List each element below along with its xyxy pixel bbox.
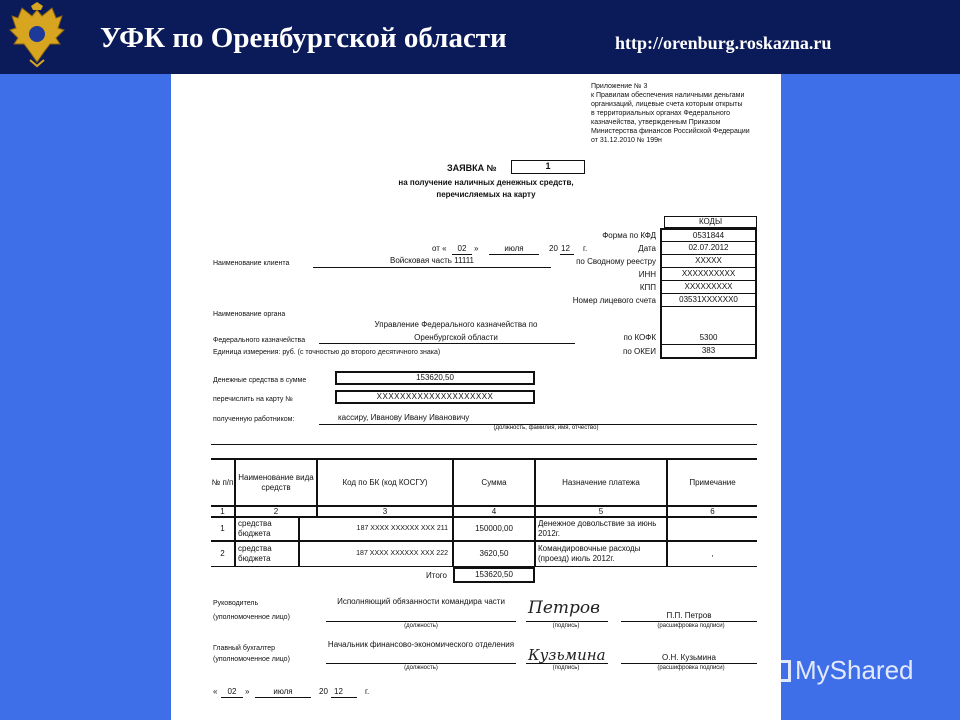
watermark-text: MyShared bbox=[795, 655, 914, 685]
sum-value: 153620,50 bbox=[335, 371, 535, 385]
organ-label: Наименование органа bbox=[213, 311, 286, 318]
double-headed-eagle-emblem-icon bbox=[8, 2, 66, 68]
card-label: перечислить на карту № bbox=[213, 396, 293, 403]
date-year-prefix: 20 bbox=[549, 244, 558, 253]
table-colnum: 4 bbox=[453, 506, 535, 517]
table-header-vid: Наименование вида средств bbox=[235, 460, 317, 506]
date-month: июля bbox=[504, 244, 524, 253]
signature-hint: (подпись) bbox=[552, 665, 580, 671]
kpp-label: КПП bbox=[639, 283, 656, 292]
table-row-kbk: 187 XXXX XXXXXX XXX 211 bbox=[299, 517, 453, 541]
accountant-label: Главный бухгалтер bbox=[213, 645, 275, 652]
okei-label: по ОКЕИ bbox=[623, 347, 656, 356]
table-row-purpose: Денежное довольствие за июнь 2012г. bbox=[535, 517, 667, 541]
signature-hint: (подпись) bbox=[552, 623, 580, 629]
codes-header: КОДЫ bbox=[664, 216, 757, 228]
table-header-purpose: Назначение платежа bbox=[535, 460, 667, 506]
kofk-label: по КОФК bbox=[623, 333, 656, 342]
table-row-sum: 150000,00 bbox=[453, 517, 535, 541]
name-hint: (расшифровка подписи) bbox=[657, 623, 725, 629]
kofk-value: 5300 bbox=[699, 333, 718, 342]
presentation-icon bbox=[765, 660, 791, 682]
table-colnum: 5 bbox=[535, 506, 667, 517]
forma-value: 0531844 bbox=[692, 231, 725, 240]
inn-value: XXXXXXXXXX bbox=[681, 269, 736, 278]
bottom-day: 02 bbox=[227, 687, 237, 696]
name-hint: (расшифровка подписи) bbox=[657, 665, 725, 671]
accountant-name: О.Н. Кузьмина bbox=[662, 653, 716, 662]
table-colnum: 6 bbox=[667, 506, 757, 517]
table-header-sum: Сумма bbox=[453, 460, 535, 506]
client-label: Наименование клиента bbox=[213, 260, 290, 267]
total-value: 153620,50 bbox=[453, 567, 535, 583]
table-colnum: 2 bbox=[235, 506, 317, 517]
table-header-kbk: Код по БК (код КОСГУ) bbox=[317, 460, 453, 506]
appendix-line: Министерства финансов Российской Федерации bbox=[591, 128, 750, 135]
table-row-vid: средства бюджета bbox=[235, 517, 299, 541]
table-row-kbk: 187 XXXX XXXXXX XXX 222 bbox=[299, 541, 453, 567]
bottom-year: 12 bbox=[334, 687, 343, 696]
bottom-month: июля bbox=[273, 687, 293, 696]
zayavka-label: ЗАЯВКА № bbox=[447, 163, 497, 173]
accountant-position: Начальник финансово-экономического отделения bbox=[327, 640, 515, 649]
document-page: Приложение № 3 к Правилам обеспечения наличными деньгами организаций, лицевые счета которым открыты в территориальных органах Федерального казначейства, утвержденным Приказом Министерства финансов Российской Федерации от 31.12.2010 № 199н ЗАЯВКА № 1 на получение наличных денежных средств, перечисляемых на карту КОДЫ Форма по КФД 0531844 от « 02 » июля 20 12 г. Дата 02.07.2012 Наименование клиента Войсковая часть 11111 по Сводному реестру XXXXX ИНН XXXXXXXXXX КПП XXXXXXXXX Номер лицевого счета 03531XXXXXX0 Наименование органа Управление Федерального казначейства по Федерального казначейства Оренбургской области по КОФК 5300 Единица измерения: руб. (с точностью до второго десятичного знака) по ОКЕИ 383 Денежные средства в сумме 153620,50 перечислить на карту № XXXXXXXXXXXXXXXXXXXX полученную работником: кассиру, Иванову Ивану Ивановичу (должность, фамилия, имя, отчество) № п/п Наименование вида средств Код по БК (код КОСГУ) Сумма Назначение платежа Примечание 1 2 3 4 5 6 1 средства бюджета 187 XXXX XXXXXX XXX 211 150000,00 Денежное довольствие за июнь 2012г. 2 средства бюджета 187 XXXX XXXXXX XXX 222 3620,50 Командировочные расходы (проезд) июль 2012г. , Итого 153620,50 Руководитель (уполномоченное лицо) Исполняющий обязанности командира части (должность) Петров (подпись) П.П. Петров (расшифровка подписи) Главный бухгалтер (уполномоченное лицо) Начальник финансово-экономического отделения (должность) Кузьмина (подпись) О.Н. Кузьмина (расшифровка подписи) « 02 » июля 20 12 г. bbox=[171, 74, 781, 720]
worker-value: кассиру, Иванову Ивану Ивановичу bbox=[338, 413, 470, 422]
table-header-note: Примечание bbox=[667, 460, 757, 506]
site-url: http://orenburg.roskazna.ru bbox=[615, 33, 832, 53]
reestr-label: по Сводному реестру bbox=[576, 257, 656, 266]
table-row-vid: средства бюджета bbox=[235, 541, 299, 567]
appendix-line: казначейства, утвержденным Приказом bbox=[591, 119, 721, 126]
appendix-line: от 31.12.2010 № 199н bbox=[591, 137, 662, 144]
reestr-value: XXXXX bbox=[695, 256, 722, 265]
date-value: 02.07.2012 bbox=[688, 243, 729, 252]
zayavka-number: 1 bbox=[511, 160, 585, 174]
table-row-num: 2 bbox=[211, 541, 235, 567]
inn-label: ИНН bbox=[638, 270, 656, 279]
accountant-signature: Кузьмина bbox=[528, 646, 606, 664]
position-hint: (должность) bbox=[404, 665, 438, 671]
okei-value: 383 bbox=[701, 346, 716, 355]
page-title: УФК по Оренбургской области bbox=[100, 22, 507, 54]
head-label: Руководитель bbox=[213, 600, 259, 607]
total-label: Итого bbox=[426, 571, 447, 580]
table-row-purpose: Командировочные расходы (проезд) июль 2012г. bbox=[535, 541, 667, 567]
date-day: 02 bbox=[457, 244, 467, 253]
appendix-note bbox=[591, 82, 781, 145]
appendix-line: Приложение № 3 bbox=[591, 83, 648, 90]
table-row-note: , bbox=[667, 541, 757, 567]
client-value: Войсковая часть 11111 bbox=[390, 256, 474, 265]
worker-label: полученную работником: bbox=[213, 416, 295, 423]
doc-subtitle-2: перечисляемых на карту bbox=[436, 190, 536, 199]
head-name: П.П. Петров bbox=[666, 611, 712, 620]
worker-hint: (должность, фамилия, имя, отчество) bbox=[493, 425, 599, 431]
table-colnum: 3 bbox=[317, 506, 453, 517]
header-bar bbox=[0, 0, 960, 74]
date-label: Дата bbox=[638, 244, 656, 253]
appendix-line: в территориальных органах Федерального bbox=[591, 110, 731, 117]
organ-value-1: Управление Федерального казначейства по bbox=[374, 320, 538, 329]
date-g: г. bbox=[583, 244, 588, 253]
date-ot: от « bbox=[432, 244, 447, 253]
sum-label: Денежные средства в сумме bbox=[213, 377, 307, 384]
fk-label: Федерального казначейства bbox=[213, 337, 306, 344]
forma-label: Форма по КФД bbox=[602, 231, 656, 240]
bottom-g: г. bbox=[365, 687, 370, 696]
appendix-line: организаций, лицевые счета которым открыты bbox=[591, 101, 743, 108]
table-colnum: 1 bbox=[211, 506, 235, 517]
table-row-note bbox=[667, 517, 757, 541]
bottom-year-prefix: 20 bbox=[319, 687, 328, 696]
organ-value-2: Оренбургской области bbox=[414, 333, 498, 342]
table-header-num: № п/п bbox=[211, 460, 235, 506]
appendix-line: к Правилам обеспечения наличными деньгами bbox=[591, 92, 745, 99]
account-value: 03531XXXXXX0 bbox=[679, 295, 738, 304]
doc-subtitle-1: на получение наличных денежных средств, bbox=[398, 178, 574, 187]
head-signature: Петров bbox=[528, 598, 601, 618]
head-position: Исполняющий обязанности командира части bbox=[337, 597, 505, 606]
unit-label: Единица измерения: руб. (с точностью до второго десятичного знака) bbox=[213, 349, 441, 356]
table-row-sum: 3620,50 bbox=[453, 541, 535, 567]
kpp-value: XXXXXXXXX bbox=[684, 282, 733, 291]
date-year: 12 bbox=[561, 244, 570, 253]
accountant-label-sub: (уполномоченное лицо) bbox=[213, 656, 290, 663]
account-label: Номер лицевого счета bbox=[572, 296, 656, 305]
myshared-watermark bbox=[765, 655, 914, 686]
position-hint: (должность) bbox=[404, 623, 438, 629]
head-label-sub: (уполномоченное лицо) bbox=[213, 614, 290, 621]
card-value: XXXXXXXXXXXXXXXXXXXX bbox=[335, 390, 535, 404]
table-row-num: 1 bbox=[211, 517, 235, 541]
date-quote: » bbox=[474, 244, 479, 253]
